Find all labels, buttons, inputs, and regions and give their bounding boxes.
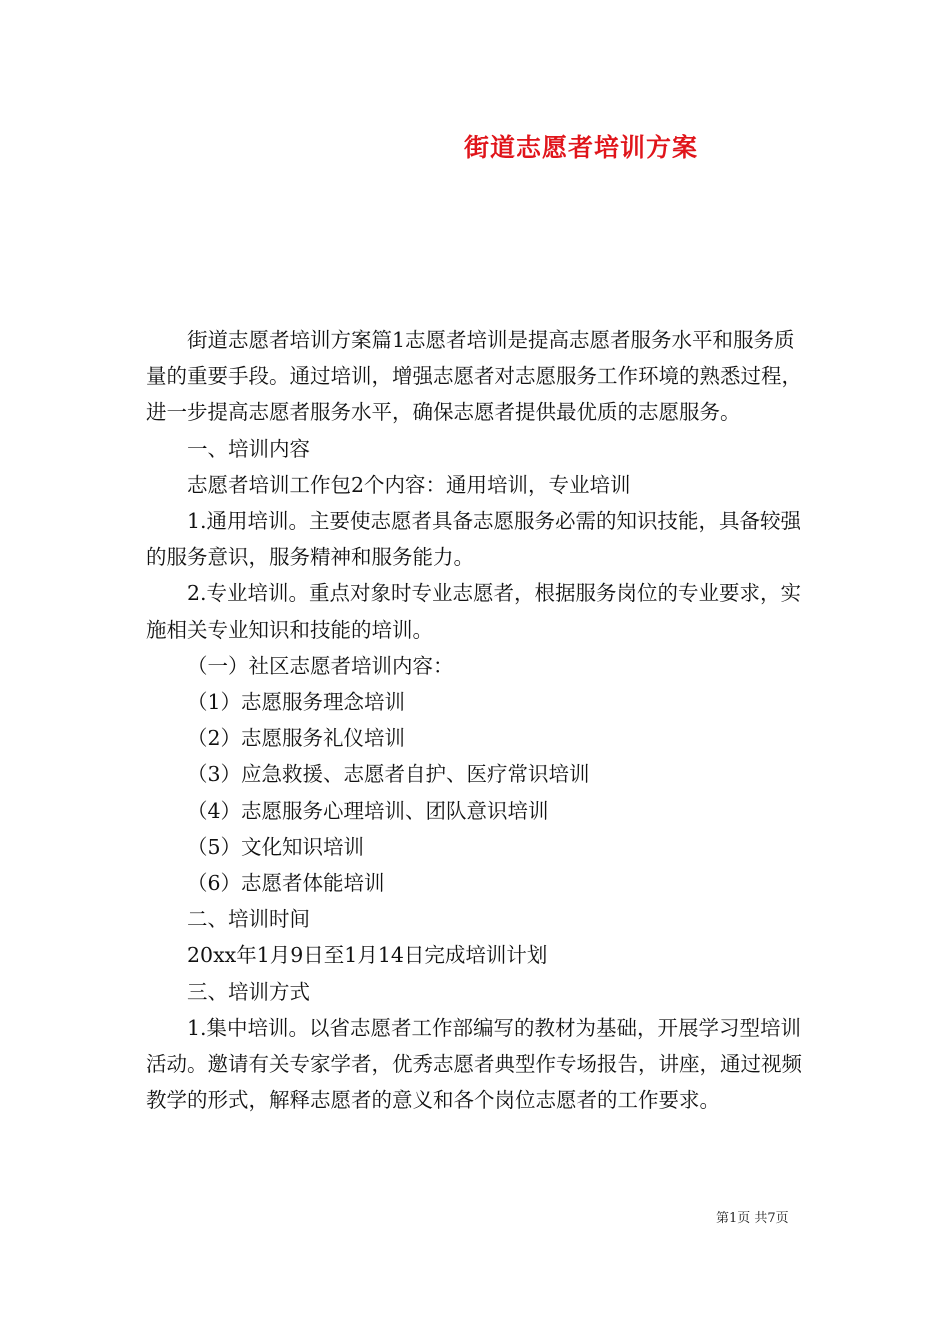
section-heading: 三、培训方式 bbox=[187, 979, 310, 1004]
paragraph: 1.通用培训。主要使志愿者具备志愿服务必需的知识技能，具备较强的服务意识，服务精神和服务能力。 bbox=[146, 509, 802, 570]
list-item: （2）志愿服务礼仪培训 bbox=[187, 726, 406, 751]
section-heading: 一、培训内容 bbox=[187, 436, 310, 461]
paragraph: 志愿者培训工作包2个内容：通用培训，专业培训 bbox=[187, 472, 631, 497]
document-body bbox=[146, 322, 808, 1118]
paragraph: 20xx年1月9日至1月14日完成培训计划 bbox=[187, 943, 548, 968]
list-item: （4）志愿服务心理培训、团队意识培训 bbox=[187, 798, 549, 823]
list-item: （5）文化知识培训 bbox=[187, 834, 365, 859]
document-title: 街道志愿者培训方案 bbox=[463, 133, 698, 162]
page-number-footer: 第1页 共7页 bbox=[716, 1211, 789, 1226]
paragraph: 2.专业培训。重点对象时专业志愿者，根据服务岗位的专业要求，实施相关专业知识和技能的培训。 bbox=[146, 581, 802, 642]
subsection-heading: （一）社区志愿者培训内容： bbox=[187, 653, 454, 678]
paragraph: 1.集中培训。以省志愿者工作部编写的教材为基础，开展学习型培训活动。邀请有关专家学者，优秀志愿者典型作专场报告，讲座，通过视频教学的形式，解释志愿者的意义和各个岗位志愿者的工作要求。 bbox=[146, 1015, 802, 1113]
list-item: （6）志愿者体能培训 bbox=[187, 871, 385, 896]
list-item: （3）应急救援、志愿者自护、医疗常识培训 bbox=[187, 762, 590, 787]
section-heading: 二、培训时间 bbox=[187, 907, 310, 932]
list-item: （1）志愿服务理念培训 bbox=[187, 690, 406, 715]
paragraph: 街道志愿者培训方案篇1志愿者培训是提高志愿者服务水平和服务质量的重要手段。通过培训，增强志愿者对志愿服务工作环境的熟悉过程，进一步提高志愿者服务水平，确保志愿者提供最优质的志愿服务。 bbox=[146, 328, 802, 425]
